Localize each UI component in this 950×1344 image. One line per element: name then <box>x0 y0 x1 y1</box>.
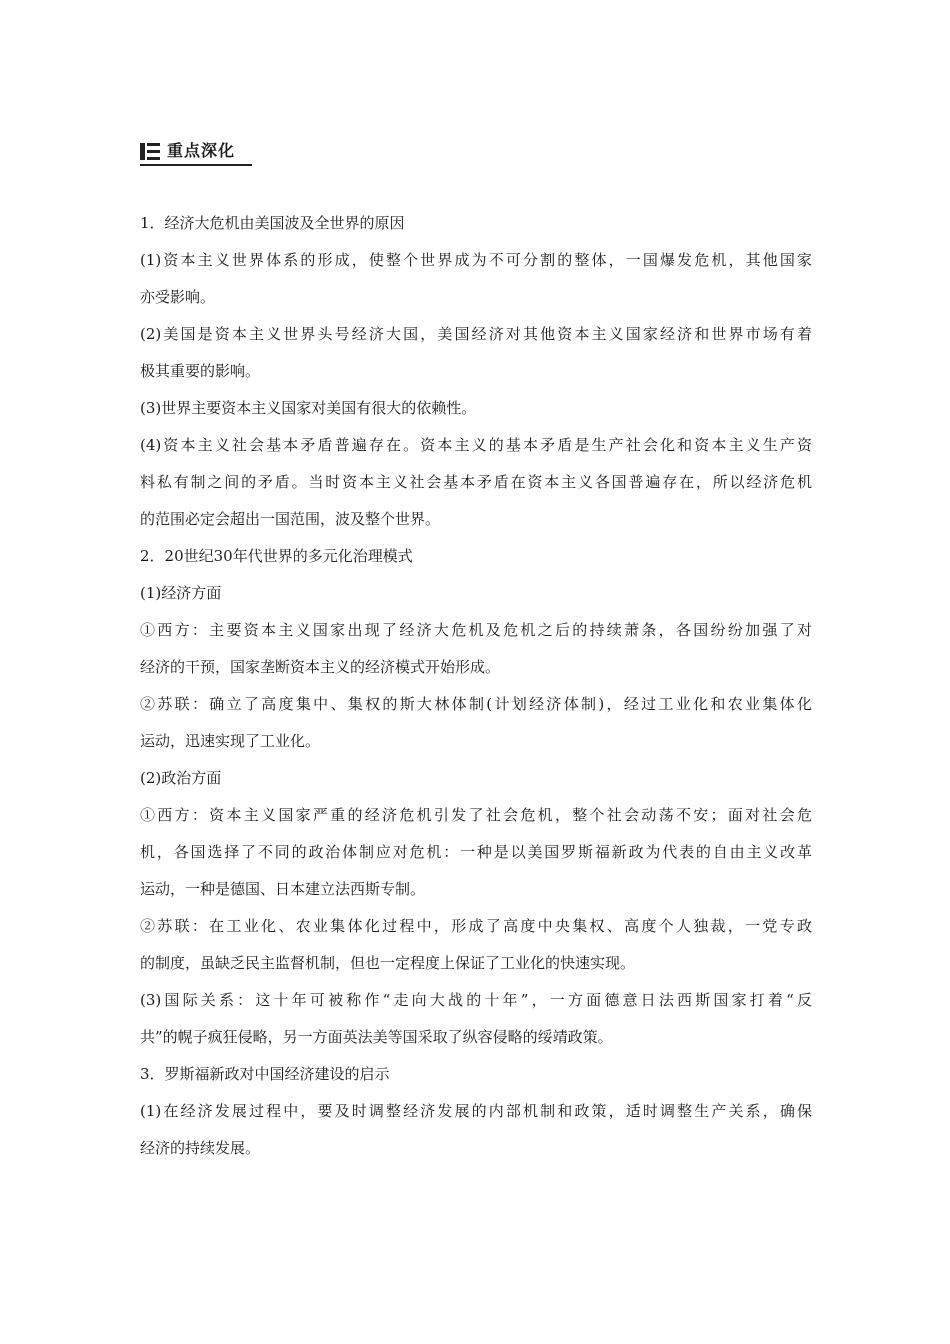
paragraph-line: ②苏联：在工业化、农业集体化过程中，形成了高度中央集权、高度个人独裁，一党专政 <box>140 917 812 935</box>
paragraph-line: (3)国际关系：这十年可被称作“走向大战的十年”，一方面德意日法西斯国家打着“反 <box>140 991 812 1009</box>
heading-2: 2．20世纪30年代世界的多元化治理模式 <box>140 547 413 565</box>
paragraph-line: ①西方：主要资本主义国家出现了经济大危机及危机之后的持续萧条，各国纷纷加强了对 <box>140 621 812 639</box>
subheading: (1)经济方面 <box>140 584 222 602</box>
paragraph-line: 共”的幌子疯狂侵略，另一方面英法美等国采取了纵容侵略的绥靖政策。 <box>140 1028 613 1046</box>
paragraph-line: 经济的干预，国家垄断资本主义的经济模式开始形成。 <box>140 658 501 676</box>
paragraph-line: (3)世界主要资本主义国家对美国有很大的依赖性。 <box>140 399 477 417</box>
paragraph-line: (1)在经济发展过程中，要及时调整经济发展的内部机制和政策，适时调整生产关系，确保 <box>140 1102 812 1120</box>
section-header-icon <box>140 143 160 160</box>
paragraph-line: 运动，迅速实现了工业化。 <box>140 732 321 750</box>
paragraph-line: 机，各国选择了不同的政治体制应对危机：一种是以美国罗斯福新政为代表的自由主义改革 <box>140 843 812 861</box>
paragraph-line: 料私有制之间的矛盾。当时资本主义社会基本矛盾在资本主义各国普遍存在，所以经济危机 <box>140 473 812 491</box>
section-header <box>140 140 252 166</box>
paragraph-line: 亦受影响。 <box>140 288 216 306</box>
document-body <box>140 205 812 1167</box>
paragraph-line: 经济的持续发展。 <box>140 1139 261 1157</box>
paragraph-line: (4)资本主义社会基本矛盾普遍存在。资本主义的基本矛盾是生产社会化和资本主义生产资 <box>140 436 812 454</box>
paragraph-line: 的范围必定会超出一国范围，波及整个世界。 <box>140 510 441 528</box>
paragraph-line: (1)资本主义世界体系的形成，使整个世界成为不可分割的整体，一国爆发危机，其他国家 <box>140 251 812 269</box>
paragraph-line: ①西方：资本主义国家严重的经济危机引发了社会危机，整个社会动荡不安；面对社会危 <box>140 806 812 824</box>
heading-1: 1．经济大危机由美国波及全世界的原因 <box>140 214 405 232</box>
subheading: (2)政治方面 <box>140 769 222 787</box>
paragraph-line: 的制度，虽缺乏民主监督机制，但也一定程度上保证了工业化的快速实现。 <box>140 954 636 972</box>
paragraph-line: ②苏联：确立了高度集中、集权的斯大林体制(计划经济体制)，经过工业化和农业集体化 <box>140 695 812 713</box>
heading-3: 3．罗斯福新政对中国经济建设的启示 <box>140 1065 390 1083</box>
paragraph-line: (2)美国是资本主义世界头号经济大国，美国经济对其他资本主义国家经济和世界市场有着 <box>140 325 812 343</box>
paragraph-line: 极其重要的影响。 <box>140 362 261 380</box>
section-title: 重点深化 <box>167 141 236 160</box>
paragraph-line: 运动，一种是德国、日本建立法西斯专制。 <box>140 880 426 898</box>
